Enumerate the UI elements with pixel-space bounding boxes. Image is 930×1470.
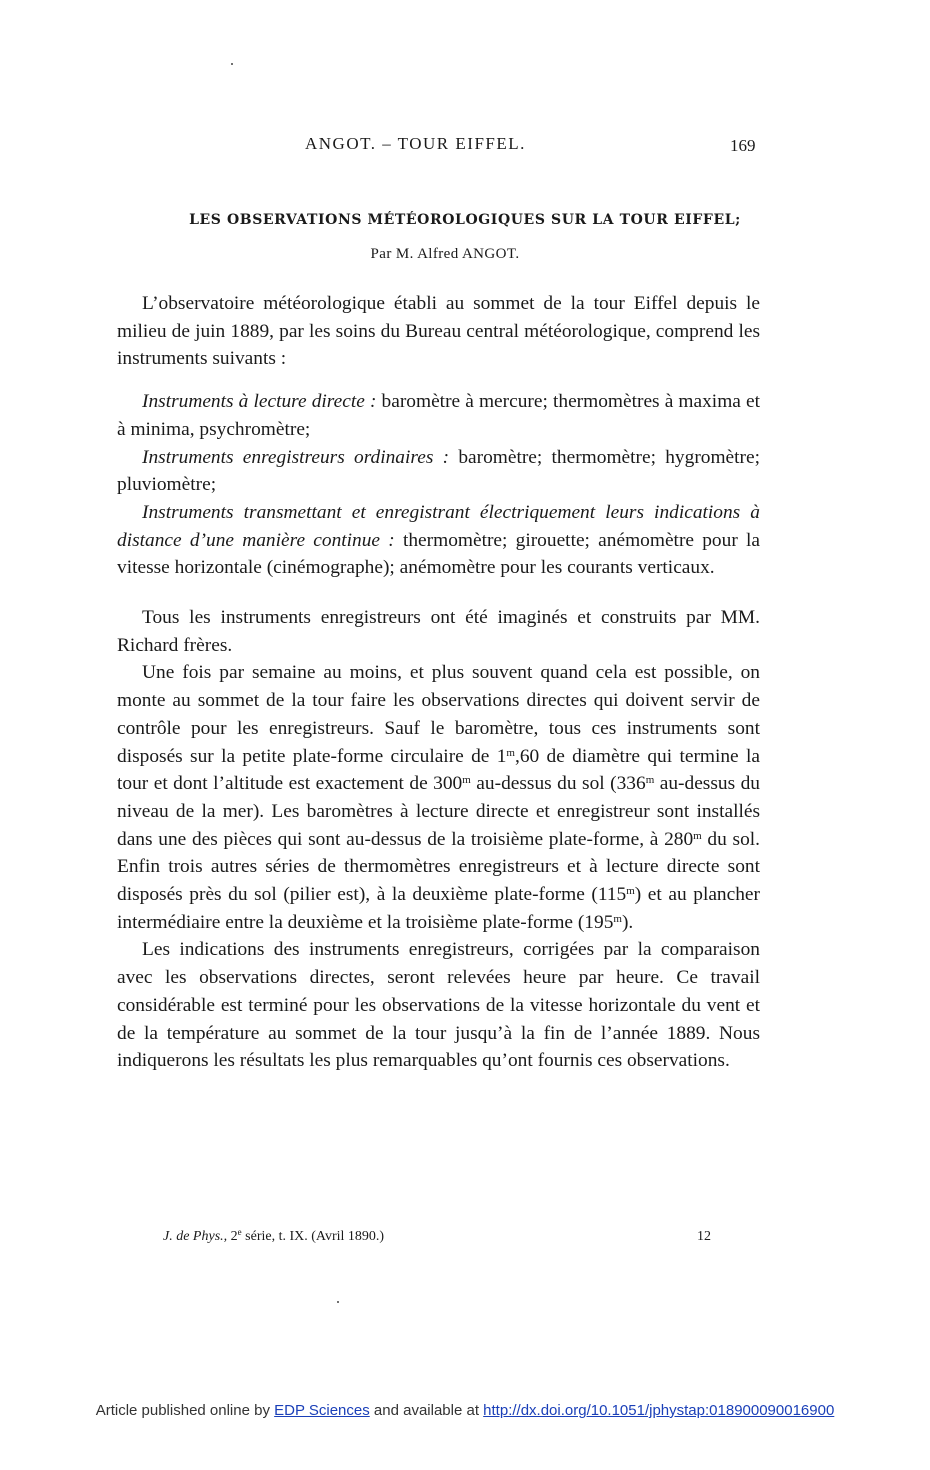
unit-superscript: m (506, 746, 515, 759)
signature-mark: 12 (697, 1229, 711, 1244)
journal-footer (163, 1229, 711, 1245)
page-number: 169 (730, 136, 756, 155)
paragraph-label: Instruments enregistreurs ordinaires : (142, 446, 450, 468)
paragraph-label: Instruments à lecture directe : (142, 391, 377, 413)
doi-link[interactable]: http://dx.doi.org/10.1051/jphystap:018900090016900 (483, 1402, 835, 1419)
paragraph-text: thermomètre; girouette; anémomètre pour la vitesse horizontale (cinémographe); anémomètre pour les courants verticaux. (117, 529, 760, 579)
paragraph-text: baromètre; thermomètre; hygromètre; pluviomètre; (117, 446, 760, 496)
paragraph-richard: Tous les instruments enregistreurs ont été imaginés et construits par MM. Richard frères. (117, 607, 760, 656)
paragraph-recording-instruments (117, 444, 760, 499)
paragraph-installation: Une fois par semaine au moins, et plus souvent quand cela est possible, on monte au sommet de la tour faire les observations directes qui doivent servir de contrôle pour les enregistreurs. Sauf le baromètre, tous ces instruments sont disposés sur la petite plate-forme circulaire de 1$^m$,60 de diamètre qui termine la tour et dont l’altitude est exactement de 300$^m$ au-dessus du sol (336$^m$ au-dessus du niveau de la mer). Les baromètres à lecture directe et enregistreur sont installés dans une des pièces qui sont au-dessus de la troisième plate-forme, à 280$^m$ du sol. Enfin trois autres séries de thermomètres enregistreurs et à lecture directe sont disposés près du sol (pilier est), à la deuxième plate-forme (115$^m$) et au plancher intermédiaire entre la deuxième et la troisième plate-forme (195$^m$). (117, 662, 761, 933)
paragraph-electric-instruments (117, 499, 760, 582)
unit-superscript: m (613, 912, 622, 925)
journal-citation: J. de Phys., 2e série, t. IX. (Avril 1890.) (163, 1227, 385, 1244)
paragraph-text: baromètre à mercure; thermomètres à maxima et à minima, psychromètre; (117, 391, 760, 440)
paragraph-intro: L’observatoire météorologique établi au sommet de la tour Eiffel depuis le milieu de juin 1889, par les soins du Bureau central météorologique, comprend les instruments suivants : (117, 293, 760, 370)
author-byline: Par M. Alfred ANGOT. (370, 246, 520, 262)
paragraph-results: Les indications des instruments enregistreurs, corrigées par la comparaison avec les observations directes, seront relevées heure par heure. Ce travail considérable est terminé pour les observations de la vitesse horizontale du vent et de la température au sommet de la tour jusqu’à la fin de l’année 1889. Nous indiquerons les résultats les plus remarquables qu’ont fournis ces observations. (117, 939, 760, 1072)
scan-speck (231, 63, 233, 65)
paragraph-direct-instruments (117, 388, 760, 443)
publisher-link[interactable]: EDP Sciences (274, 1402, 370, 1419)
article-body (117, 290, 760, 1075)
unit-superscript: m (645, 774, 655, 787)
unit-superscript: m (462, 774, 471, 787)
publication-banner: Article published online by EDP Sciences and available at http://dx.doi.org/10.1051/jphystap:018900090016900 (95, 1402, 835, 1419)
running-head: ANGOT. – TOUR EIFFEL. (305, 134, 526, 153)
unit-superscript: m (693, 829, 702, 842)
article-title: LES OBSERVATIONS MÉTÉOROLOGIQUES SUR LA TOUR EIFFEL; (189, 212, 741, 228)
paragraph-label: Instruments transmettant et enregistrant électriquement leurs indications à distance d’une manière continue : (117, 501, 760, 551)
scan-speck (337, 1301, 339, 1303)
unit-superscript: m (626, 885, 635, 898)
